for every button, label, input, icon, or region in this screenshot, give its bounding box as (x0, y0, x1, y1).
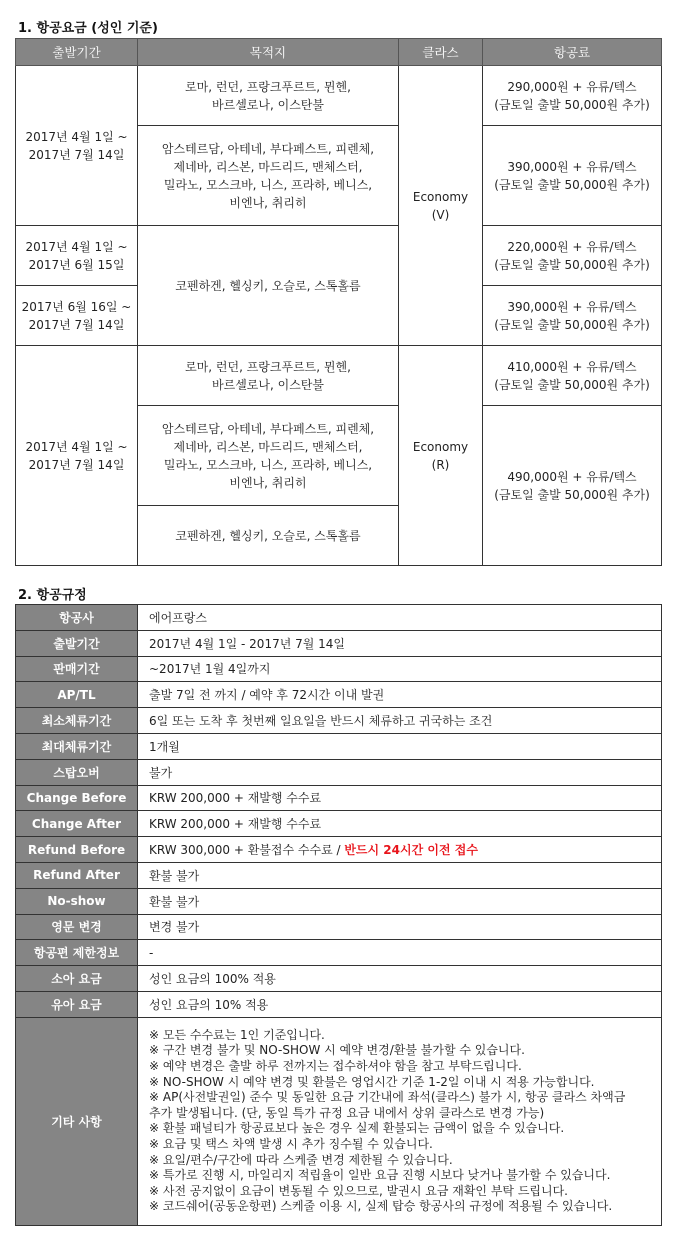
price-cell: 390,000원 + 유류/텍스 (금토일 출발 50,000원 추가) (483, 286, 662, 346)
rule-label: 스탑오버 (16, 759, 138, 785)
destination-cell: 로마, 런던, 프랑크푸르트, 뮌헨, 바르셀로나, 이스탄불 (138, 346, 399, 406)
rule-label: 소아 요금 (16, 966, 138, 992)
rule-label: Change Before (16, 785, 138, 811)
rule-label: 영문 변경 (16, 914, 138, 940)
rule-label: 유아 요금 (16, 991, 138, 1017)
price-cell: 220,000원 + 유류/텍스 (금토일 출발 50,000원 추가) (483, 226, 662, 286)
rule-label: 판매기간 (16, 656, 138, 682)
destination-cell: 암스테르담, 아테네, 부다페스트, 피렌체, 제네바, 리스본, 마드리드, 맨체스터, 밀라노, 모스크바, 니스, 프라하, 베니스, 비엔나, 취리히 (138, 406, 399, 506)
rule-value: - (138, 940, 662, 966)
rule-label: 항공사 (16, 605, 138, 631)
rule-label: No-show (16, 888, 138, 914)
header-price: 항공료 (483, 39, 662, 66)
rule-row-change-after (16, 811, 662, 837)
notes-cell (138, 1017, 662, 1225)
rule-value: 에어프랑스 (138, 605, 662, 631)
fare-header-row (16, 39, 662, 66)
rule-row-airline (16, 605, 662, 631)
rule-row-infant (16, 991, 662, 1017)
rule-row-refund-after (16, 862, 662, 888)
rules-table (15, 604, 662, 1226)
rule-row-max-stay (16, 733, 662, 759)
price-cell: 490,000원 + 유류/텍스 (금토일 출발 50,000원 추가) (483, 406, 662, 566)
rule-label: 최소체류기간 (16, 708, 138, 734)
rule-value: 2017년 4월 1일 - 2017년 7월 14일 (138, 630, 662, 656)
refund-before-text: KRW 300,000 + 환불접수 수수료 / (149, 843, 345, 858)
rule-value: 출발 7일 전 까지 / 예약 후 72시간 이내 발권 (138, 682, 662, 708)
price-cell: 390,000원 + 유류/텍스 (금토일 출발 50,000원 추가) (483, 126, 662, 226)
price-cell: 410,000원 + 유류/텍스 (금토일 출발 50,000원 추가) (483, 346, 662, 406)
destination-cell: 코펜하겐, 헬싱키, 오슬로, 스톡홀름 (138, 506, 399, 566)
rule-row-sales (16, 656, 662, 682)
rule-row-change-before (16, 785, 662, 811)
rule-label: 최대체류기간 (16, 733, 138, 759)
note-line: ※ NO-SHOW 시 예약 변경 및 환불은 영업시간 기준 1-2일 이내 시 적용 가능합니다. (149, 1074, 595, 1089)
period-cell: 2017년 4월 1일 ~ 2017년 7월 14일 (16, 66, 138, 226)
rule-value: 불가 (138, 759, 662, 785)
section-title-rules: 2. 항공규정 (18, 588, 87, 603)
section-title-fares: 1. 항공요금 (성인 기준) (18, 21, 158, 36)
rule-value: 변경 불가 (138, 914, 662, 940)
rule-value: 1개월 (138, 733, 662, 759)
fare-row (16, 66, 662, 126)
note-line: ※ AP(사전발권일) 준수 및 동일한 요금 기간내에 좌석(클라스) 불가 시, 항공 클라스 차액금 (149, 1090, 626, 1105)
fare-table (15, 38, 662, 566)
note-line: ※ 환불 패널티가 항공료보다 높은 경우 실제 환불되는 금액이 없을 수 있습니다. (149, 1121, 565, 1136)
fare-row (16, 346, 662, 406)
rule-value: ~2017년 1월 4일까지 (138, 656, 662, 682)
rule-row-child (16, 966, 662, 992)
rule-value: KRW 200,000 + 재발행 수수료 (138, 785, 662, 811)
rule-value: 환불 불가 (138, 862, 662, 888)
price-cell: 290,000원 + 유류/텍스 (금토일 출발 50,000원 추가) (483, 66, 662, 126)
rule-label: 항공편 제한정보 (16, 940, 138, 966)
period-cell: 2017년 6월 16일 ~ 2017년 7월 14일 (16, 286, 138, 346)
header-period: 출발기간 (16, 39, 138, 66)
destination-cell: 암스테르담, 아테네, 부다페스트, 피렌체, 제네바, 리스본, 마드리드, 맨체스터, 밀라노, 모스크바, 니스, 프라하, 베니스, 비엔나, 취리히 (138, 126, 399, 226)
header-class: 클라스 (399, 39, 483, 66)
rule-value: KRW 200,000 + 재발행 수수료 (138, 811, 662, 837)
note-line: ※ 구간 변경 불가 및 NO-SHOW 시 예약 변경/환불 불가할 수 있습니다. (149, 1043, 525, 1058)
rule-value: 6일 또는 도착 후 첫번째 일요일을 반드시 체류하고 귀국하는 조건 (138, 708, 662, 734)
destination-cell: 코펜하겐, 헬싱키, 오슬로, 스톡홀름 (138, 226, 399, 346)
note-line: ※ 모든 수수료는 1인 기준입니다. (149, 1027, 325, 1042)
note-line: ※ 예약 변경은 출발 하루 전까지는 접수하셔야 함을 참고 부탁드립니다. (149, 1058, 522, 1073)
period-cell: 2017년 4월 1일 ~ 2017년 6월 15일 (16, 226, 138, 286)
class-cell: Economy (V) (399, 66, 483, 346)
rule-label: 출발기간 (16, 630, 138, 656)
rule-value (138, 837, 662, 863)
rule-row-flight-restrict (16, 940, 662, 966)
note-line: ※ 코드쉐어(공동운항편) 스케줄 이용 시, 실제 탑승 항공사의 규정에 적용될 수 있습니다. (149, 1199, 613, 1214)
rule-label: AP/TL (16, 682, 138, 708)
header-destination: 목적지 (138, 39, 399, 66)
note-line: ※ 요금 및 택스 차액 발생 시 추가 징수될 수 있습니다. (149, 1136, 433, 1151)
rule-label: Refund After (16, 862, 138, 888)
rule-value: 환불 불가 (138, 888, 662, 914)
rule-row-min-stay (16, 708, 662, 734)
rule-value: 성인 요금의 100% 적용 (138, 966, 662, 992)
period-cell: 2017년 4월 1일 ~ 2017년 7월 14일 (16, 346, 138, 566)
refund-warning: 반드시 24시간 이전 접수 (344, 843, 478, 858)
class-cell: Economy (R) (399, 346, 483, 566)
fare-row (16, 226, 662, 286)
destination-cell: 로마, 런던, 프랑크푸르트, 뮌헨, 바르셀로나, 이스탄불 (138, 66, 399, 126)
rule-row-aptl (16, 682, 662, 708)
rule-label: 기타 사항 (16, 1017, 138, 1225)
rule-row-departure (16, 630, 662, 656)
rule-value: 성인 요금의 10% 적용 (138, 991, 662, 1017)
rule-row-english-name (16, 914, 662, 940)
note-line: ※ 요일/편수/구간에 따라 스케줄 변경 제한될 수 있습니다. (149, 1152, 453, 1167)
note-line: 추가 발생됩니다. (단, 동일 특가 규정 요금 내에서 상위 클라스로 변경 가능) (149, 1105, 545, 1120)
rule-label: Change After (16, 811, 138, 837)
rule-row-refund-before (16, 837, 662, 863)
rule-label: Refund Before (16, 837, 138, 863)
rule-row-noshow (16, 888, 662, 914)
note-line: ※ 사전 공지없이 요금이 변동될 수 있으므로, 발권시 요금 재확인 부탁 드립니다. (149, 1183, 568, 1198)
rule-row-stopover (16, 759, 662, 785)
rule-row-other (16, 1017, 662, 1225)
note-line: ※ 특가로 진행 시, 마일리지 적립율이 일반 요금 진행 시보다 낮거나 불가할 수 있습니다. (149, 1168, 611, 1183)
